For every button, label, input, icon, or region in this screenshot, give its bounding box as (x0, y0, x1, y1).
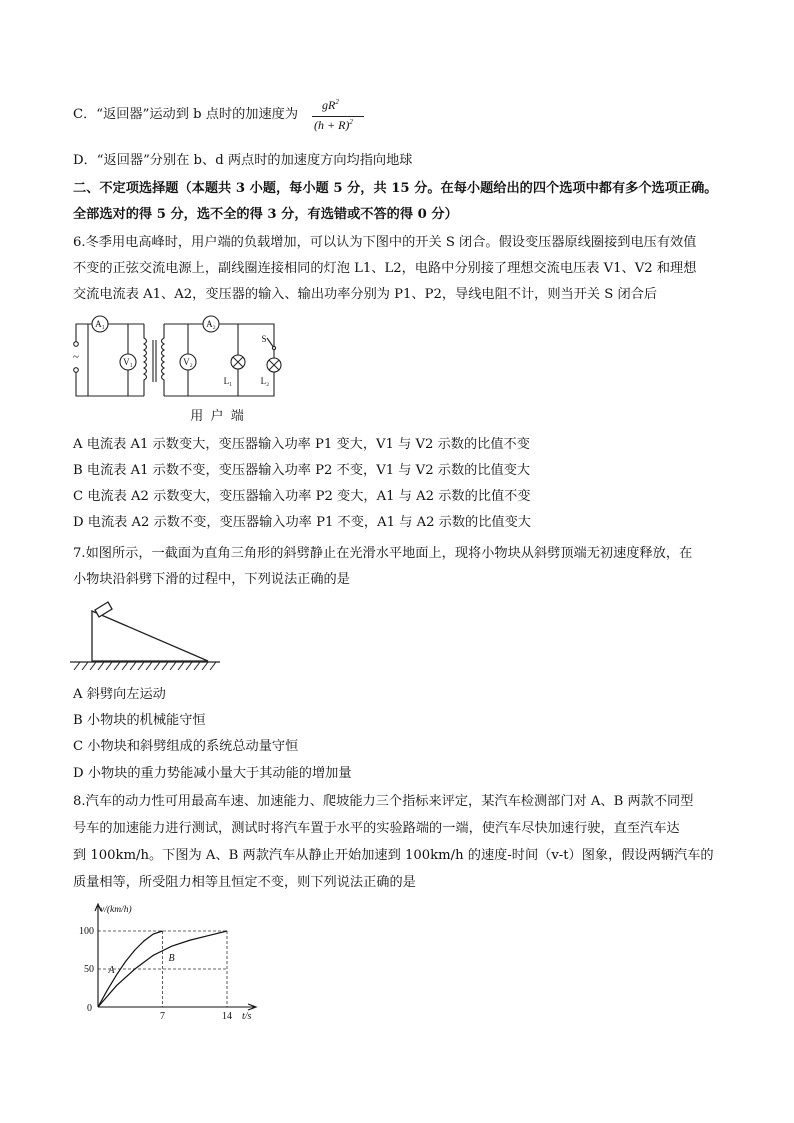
ground-hatching (74, 662, 216, 670)
hatch-mark (170, 662, 176, 670)
q7-option-c: C 小物块和斜劈组成的系统总动量守恒 (73, 739, 299, 754)
q6-option-c: C 电流表 A2 示数变大，变压器输入功率 P2 变大，A1 与 A2 示数的比值不变 (73, 489, 531, 504)
hatch-mark (130, 662, 136, 670)
hatch-mark (194, 662, 200, 670)
hatch-mark (154, 662, 160, 670)
q8-line1: 8.汽车的动力性可用最高车速、加速能力、爬坡能力三个指标来评定，某汽车检测部门对 A、B 两款不同型 (73, 794, 694, 809)
hatch-mark (90, 662, 96, 670)
q7-line2: 小物块沿斜劈下滑的过程中，下列说法正确的是 (73, 572, 350, 587)
formula-denominator: (h + R) (314, 118, 350, 132)
formula-den-exp: 2 (349, 118, 353, 126)
formula-num-exp: 2 (335, 98, 339, 106)
q6-option-d: D 电流表 A2 示数不变，变压器输入功率 P1 不变，A1 与 A2 示数的比值变大 (73, 515, 531, 530)
option-c-q5: C．“返回器”运动到 b 点时的加速度为 (73, 107, 299, 122)
hatch-mark (178, 662, 184, 670)
series-A-label: A (108, 965, 115, 977)
hatch-mark (114, 662, 120, 670)
hatch-mark (202, 662, 208, 670)
q7-option-b: B 小物块的机械能守恒 (73, 713, 206, 728)
x-tick-label: 14 (222, 1011, 232, 1022)
fraction-bar (312, 116, 364, 117)
q6-option-a: A 电流表 A1 示数变大，变压器输入功率 P1 变大，V1 与 V2 示数的比值不变 (73, 437, 530, 452)
hatch-mark (186, 662, 192, 670)
q6-line1: 6.冬季用电高峰时，用户端的负载增加，可以认为下图中的开关 S 闭合。假设变压器原线圈接到电压有效值 (73, 235, 697, 250)
label-v1: V₁ (123, 357, 133, 367)
origin-label: 0 (87, 1003, 92, 1014)
hatch-mark (74, 662, 80, 670)
x-tick-label: 7 (160, 1011, 165, 1022)
label-v2: V₂ (183, 357, 193, 367)
option-d-q5: D．“返回器”分别在 b、d 两点时的加速度方向均指向地球 (73, 153, 413, 168)
hatch-mark (210, 662, 216, 670)
y-axis-label: v/(km/h) (100, 905, 132, 915)
circuit-caption: 用 户 端 (190, 408, 246, 423)
hatch-mark (106, 662, 112, 670)
transformer-circuit-diagram (68, 312, 298, 428)
q8-line2: 号车的加速能力进行测试，测试时将汽车置于水平的实验路端的一端，使汽车尽快加速行驶，直至汽车达 (73, 821, 680, 836)
hatch-mark (146, 662, 152, 670)
switch-contact-icon (272, 346, 275, 349)
q8-line3: 到 100km/h。下图为 A、B 两款汽车从静止开始加速到 100km/h 的速度-时间（v-t）图象，假设两辆汽车的 (73, 848, 714, 863)
acceleration-formula (312, 98, 366, 136)
q8-line4: 质量相等，所受阻力相等且恒定不变，则下列说法正确的是 (73, 875, 416, 890)
q6-option-b: B 电流表 A1 示数不变，变压器输入功率 P2 不变，V1 与 V2 示数的比值变大 (73, 463, 531, 478)
label-a1: A₁ (95, 319, 105, 329)
label-l2: L₂ (260, 376, 270, 386)
q7-option-a: A 斜劈向左运动 (73, 687, 166, 702)
hatch-mark (122, 662, 128, 670)
x-axis-label: t/s (242, 1011, 252, 1022)
ac-source-symbol: ~ (73, 351, 79, 363)
y-tick-label: 50 (84, 964, 94, 975)
hatch-mark (98, 662, 104, 670)
small-block-icon (95, 602, 112, 617)
section-title-line2: 全部选对的得 5 分，选不全的得 3 分，有选错或不答的得 0 分） (73, 207, 458, 222)
y-tick-label: 100 (79, 926, 94, 937)
wedge-block-diagram (70, 597, 222, 673)
section-title-line1: 二、不定项选择题（本题共 3 小题，每小题 5 分，共 15 分。在每小题给出的四个选项中都有多个选项正确。 (73, 181, 718, 196)
label-a2: A₂ (206, 319, 216, 329)
q6-line2: 不变的正弦交流电源上，副线圈连接相同的灯泡 L1、L2，电路中分别接了理想交流电压表 V1、V2 和理想 (73, 261, 697, 276)
q7-option-d: D 小物块的重力势能减小量大于其动能的增加量 (73, 766, 352, 781)
formula-numerator: gR (322, 98, 336, 112)
q7-line1: 7.如图所示，一截面为直角三角形的斜劈静止在光滑水平地面上，现将小物块从斜劈顶端无初速度释放，在 (73, 546, 693, 561)
hatch-mark (138, 662, 144, 670)
label-s: S (261, 334, 267, 344)
q6-line3: 交流电流表 A1、A2，变压器的输入、输出功率分别为 P1、P2，导线电阻不计，则当开关 S 闭合后 (73, 287, 658, 302)
vt-chart (72, 900, 262, 1025)
series-B-label: B (168, 952, 175, 964)
hatch-mark (82, 662, 88, 670)
hatch-mark (162, 662, 168, 670)
label-l1: L₁ (223, 376, 233, 386)
